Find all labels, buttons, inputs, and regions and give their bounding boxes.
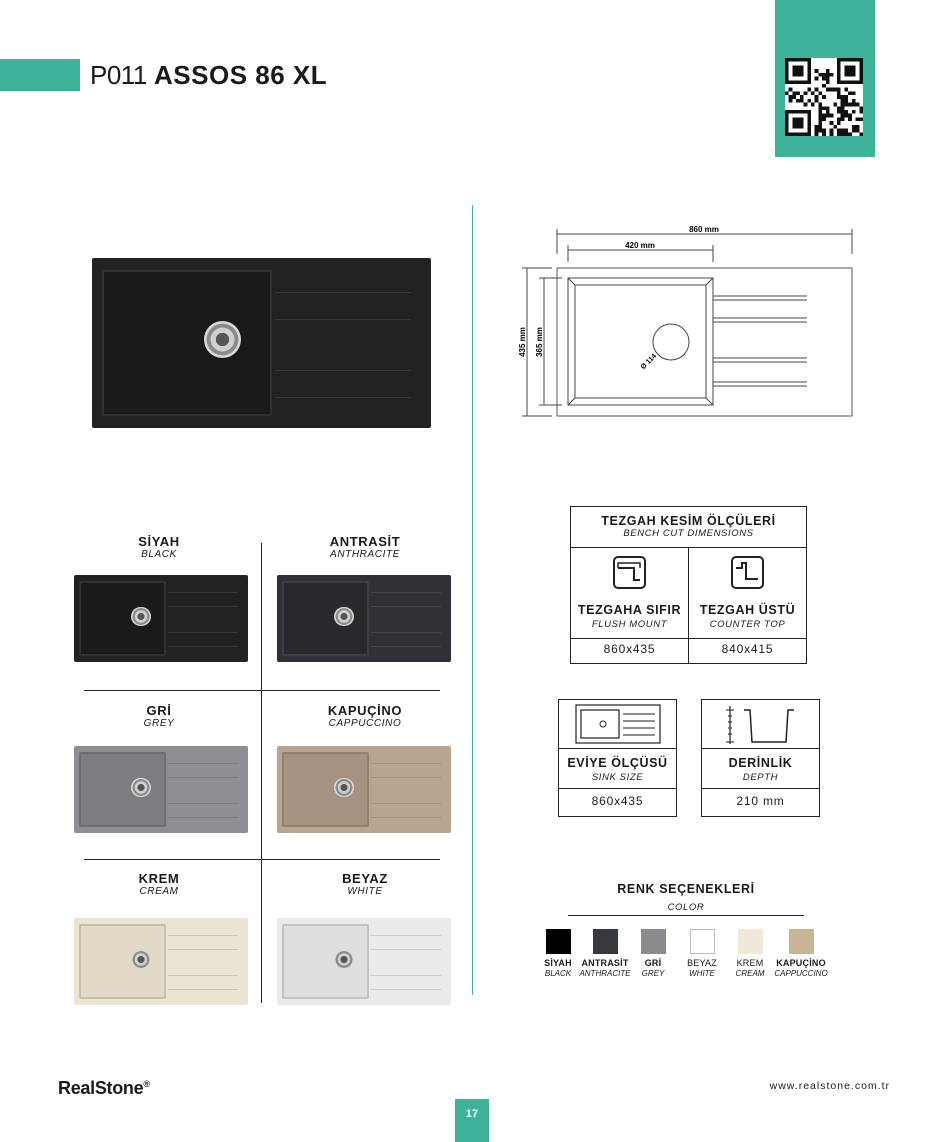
drainer-groove <box>168 935 238 936</box>
variant-image-grey <box>74 746 248 833</box>
color-swatch-label: ANTRASİT ANTHRACITE <box>579 958 631 978</box>
drainer-groove <box>275 370 411 371</box>
drainer-groove <box>371 606 441 607</box>
sink-size-title: EVİYE ÖLÇÜSÜ <box>567 756 668 770</box>
qr-code-icon[interactable] <box>785 58 863 136</box>
sink-bowl <box>102 270 272 416</box>
sink-bowl <box>79 752 166 827</box>
variant-grid-hline <box>84 859 440 860</box>
variant-image-cappuccino <box>277 746 451 833</box>
page-number: 17 <box>465 1108 479 1120</box>
color-options-title: RENK SEÇENEKLERİ <box>617 882 755 896</box>
bench-cut-title: TEZGAH KESİM ÖLÇÜLERİ <box>601 514 776 528</box>
main-product-image <box>92 258 431 428</box>
column-divider <box>472 205 473 995</box>
sink-bowl <box>282 752 369 827</box>
product-name: ASSOS 86 XL <box>154 60 328 90</box>
sink-bowl <box>79 581 166 656</box>
drainer-groove <box>371 949 441 950</box>
depth-title: DERİNLİK <box>728 756 793 770</box>
dim-height-bowl: 365 mm <box>535 327 544 357</box>
drain-icon <box>334 607 353 626</box>
drainer-groove <box>168 646 238 647</box>
sink-bowl <box>282 581 369 656</box>
drain-icon <box>334 778 353 797</box>
drainer-groove <box>168 632 238 633</box>
variant-image-white <box>277 918 451 1005</box>
variant-label-anthracite: ANTRASİT ANTHRACITE <box>329 534 401 560</box>
variant-image-cream <box>74 918 248 1005</box>
drainer-groove <box>371 632 441 633</box>
sink-bowl <box>282 924 369 999</box>
variant-label-cappuccino: KAPUÇİNO CAPPUCCINO <box>327 703 403 729</box>
color-swatch-cream[interactable] <box>738 929 763 954</box>
color-swatch-white[interactable] <box>690 929 715 954</box>
variant-image-anthracite <box>277 575 451 662</box>
drain-icon <box>334 950 353 969</box>
drainer-groove <box>168 777 238 778</box>
drainer-groove <box>371 777 441 778</box>
drainer-groove <box>371 975 441 976</box>
drainer-groove <box>371 989 441 990</box>
color-swatch-black[interactable] <box>546 929 571 954</box>
color-swatch-label: GRİ GREY <box>641 958 665 978</box>
color-swatch-cappuccino[interactable] <box>789 929 814 954</box>
drainer-groove <box>168 975 238 976</box>
color-options-rule <box>568 915 804 916</box>
sink-size-value: 860x435 <box>591 794 644 808</box>
qr-panel <box>775 0 875 157</box>
color-swatch-anthracite[interactable] <box>593 929 618 954</box>
depth-box <box>701 699 820 817</box>
website-url[interactable]: www.realstone.com.tr <box>769 1080 890 1092</box>
counter-top-icon <box>730 555 765 590</box>
page-number-box <box>455 1099 489 1142</box>
page-title <box>90 58 327 92</box>
variant-label-black: SİYAH BLACK <box>138 534 180 560</box>
dim-height-total: 435 mm <box>518 327 527 357</box>
drainer-groove <box>275 397 411 398</box>
sink-size-sub: SINK SIZE <box>591 772 644 783</box>
drain-icon <box>131 950 150 969</box>
drainer-groove <box>168 817 238 818</box>
counter-top-title: TEZGAH ÜSTÜ <box>699 603 796 617</box>
drainer-groove <box>168 763 238 764</box>
technical-drawing <box>500 220 870 425</box>
depth-sub: DEPTH <box>742 772 779 783</box>
drainer-groove <box>371 817 441 818</box>
counter-top-value: 840x415 <box>721 642 774 656</box>
color-swatch-label: SİYAH BLACK <box>544 958 572 978</box>
product-code: P011 <box>90 60 147 90</box>
sink-size-icon <box>575 704 661 744</box>
drain-icon <box>131 607 150 626</box>
bench-cut-table <box>570 506 807 664</box>
brand-logo: RealStone® <box>58 1078 150 1098</box>
dim-width-bowl: 420 mm <box>625 241 655 250</box>
drainer-groove <box>275 319 411 320</box>
color-swatch-label: BEYAZ WHITE <box>687 958 717 978</box>
flush-mount-title: TEZGAHA SIFIR <box>577 603 682 617</box>
drainer-groove <box>371 763 441 764</box>
drainer-groove <box>371 592 441 593</box>
depth-value: 210 mm <box>736 794 785 808</box>
flush-mount-icon <box>612 555 647 590</box>
color-swatch-grey[interactable] <box>641 929 666 954</box>
color-options-subtitle: COLOR <box>667 902 705 913</box>
drainer-groove <box>168 803 238 804</box>
drainer-groove <box>168 592 238 593</box>
drainer-groove <box>371 935 441 936</box>
drainer-groove <box>371 646 441 647</box>
variant-label-white: BEYAZ WHITE <box>342 871 388 897</box>
variant-image-black <box>74 575 248 662</box>
dim-width-total: 860 mm <box>689 225 719 234</box>
variant-label-cream: KREM CREAM <box>138 871 180 897</box>
color-swatch-label: KAPUÇİNO CAPPUCCINO <box>774 958 828 978</box>
sink-size-box <box>558 699 677 817</box>
drain-icon <box>131 778 150 797</box>
flush-mount-value: 860x435 <box>603 642 656 656</box>
bench-cut-subtitle: BENCH CUT DIMENSIONS <box>623 528 754 539</box>
variant-grid-hline <box>84 690 440 691</box>
counter-top-sub: COUNTER TOP <box>709 619 786 630</box>
drainer-groove <box>275 292 411 293</box>
drainer-groove <box>168 606 238 607</box>
variant-grid-vline <box>261 543 262 1003</box>
header-accent-bar <box>0 59 80 91</box>
drainer-groove <box>168 949 238 950</box>
dim-drain: Ø 114 <box>639 352 659 372</box>
flush-mount-sub: FLUSH MOUNT <box>591 619 668 630</box>
drainer-groove <box>168 989 238 990</box>
drainer-groove <box>371 803 441 804</box>
variant-label-grey: GRİ GREY <box>143 703 175 729</box>
depth-icon <box>724 704 798 746</box>
color-swatch-label: KREM CREAM <box>735 958 765 978</box>
sink-bowl <box>79 924 166 999</box>
